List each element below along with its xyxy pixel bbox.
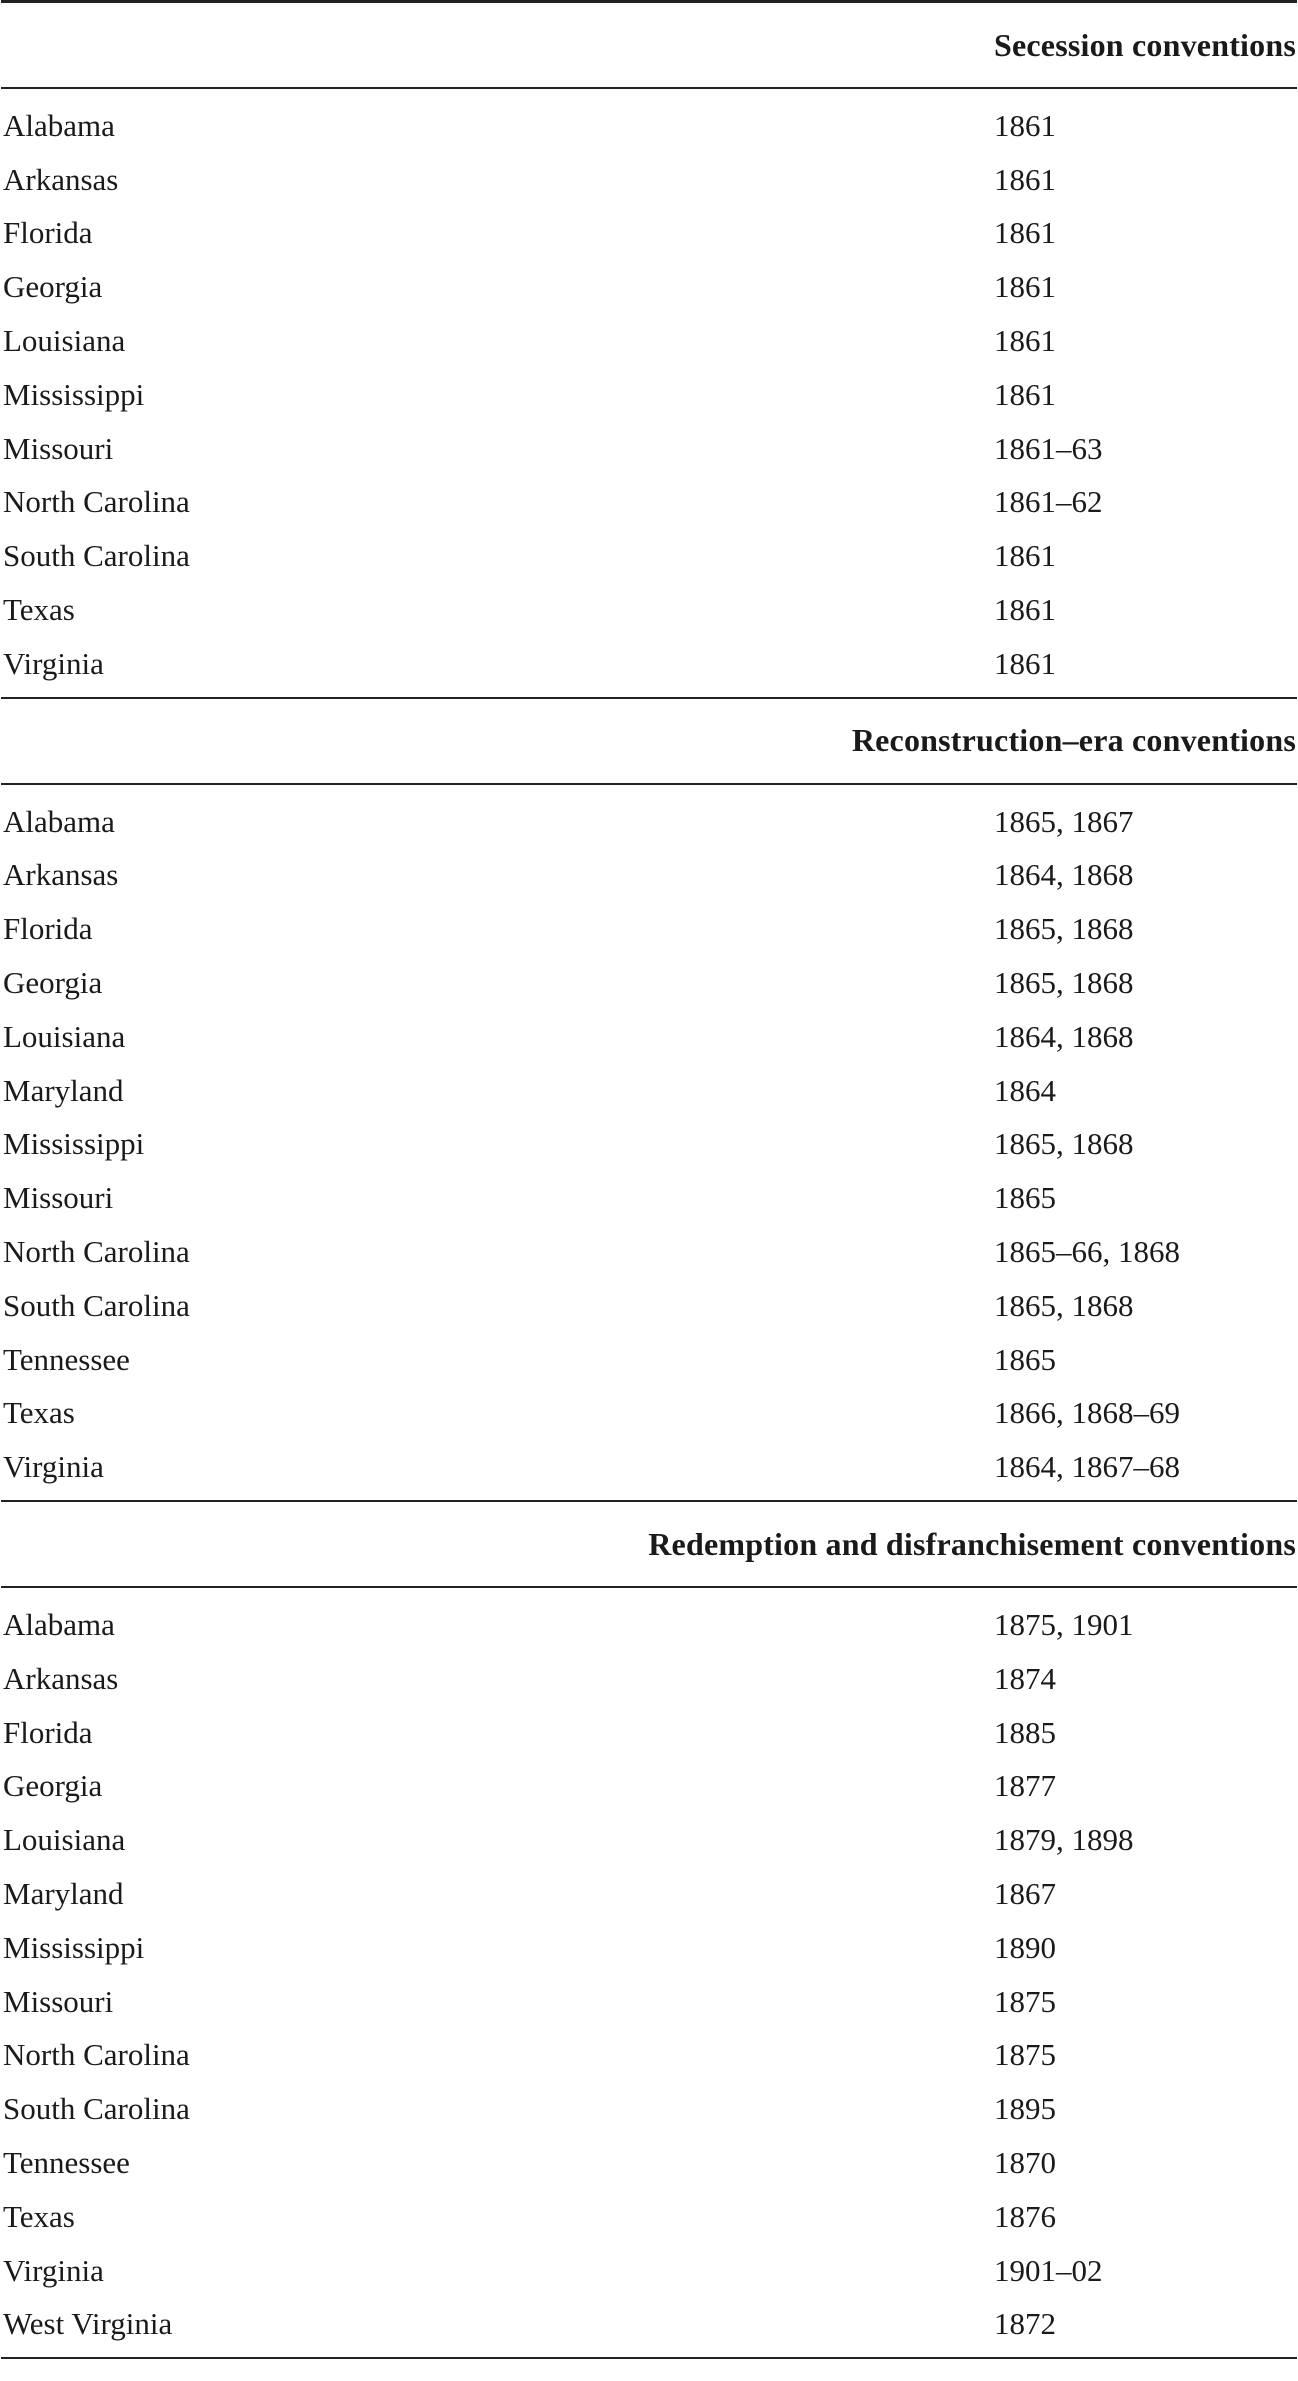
convention-years: 1875, 1901	[994, 1607, 1134, 1643]
convention-years: 1876	[994, 2198, 1056, 2234]
state-name: Texas	[3, 592, 75, 628]
state-name: Arkansas	[3, 161, 119, 197]
state-name: Missouri	[3, 1180, 114, 1216]
state-name: Louisiana	[3, 323, 126, 359]
section-rows	[0, 1588, 1298, 2357]
convention-years: 1867	[994, 1876, 1056, 1911]
table-row	[0, 2082, 1298, 2136]
state-name: Alabama	[3, 803, 115, 839]
state-name: Alabama	[3, 107, 115, 143]
state-name: Mississippi	[3, 1126, 145, 1162]
convention-years: 1865, 1868	[994, 965, 1134, 1001]
state-name: Missouri	[3, 430, 114, 466]
state-name: South Carolina	[3, 538, 190, 574]
convention-years: 1861	[994, 107, 1056, 143]
state-name: Mississippi	[3, 1929, 145, 1965]
section-header-row	[0, 3, 1298, 87]
convention-years: 1895	[994, 2091, 1056, 2127]
convention-years: 1865	[994, 1180, 1056, 1216]
convention-years: 1861	[994, 592, 1056, 628]
state-name: Florida	[3, 911, 93, 947]
convention-years: 1877	[994, 1768, 1056, 1804]
table-row	[0, 1225, 1298, 1279]
state-name: Missouri	[3, 1983, 114, 2019]
state-name: North Carolina	[3, 1234, 190, 1270]
table-row	[0, 368, 1298, 422]
table-row	[0, 2297, 1298, 2351]
table-row	[0, 260, 1298, 314]
convention-years: 1866, 1868–69	[994, 1395, 1180, 1431]
table-row	[0, 2244, 1298, 2298]
table-row	[0, 1118, 1298, 1172]
convention-years: 1864	[994, 1072, 1056, 1108]
convention-years: 1890	[994, 1929, 1056, 1965]
convention-years: 1885	[994, 1714, 1056, 1750]
table-row	[0, 1652, 1298, 1706]
state-name: Virginia	[3, 1449, 104, 1485]
state-name: Georgia	[3, 965, 103, 1001]
table-row	[0, 1706, 1298, 1760]
state-name: Florida	[3, 1714, 93, 1750]
table-row	[0, 795, 1298, 849]
convention-years: 1864, 1868	[994, 857, 1134, 893]
table-row	[0, 583, 1298, 637]
table-row	[0, 1064, 1298, 1118]
section-rows	[0, 785, 1298, 1500]
table-row	[0, 1975, 1298, 2029]
convention-years: 1875	[994, 2037, 1056, 2073]
table-row	[0, 902, 1298, 956]
state-name: Texas	[3, 2198, 75, 2234]
section-rows	[0, 89, 1298, 697]
table-row	[0, 2029, 1298, 2083]
table-row	[0, 1813, 1298, 1867]
table-bottom-rule	[1, 2357, 1297, 2359]
section-header-row	[0, 1502, 1298, 1586]
table-row	[0, 476, 1298, 530]
convention-years: 1861	[994, 376, 1056, 412]
table-row	[0, 637, 1298, 691]
state-name: Texas	[3, 1395, 75, 1431]
state-name: West Virginia	[3, 2306, 173, 2342]
table-row	[0, 207, 1298, 261]
convention-years: 1864, 1867–68	[994, 1449, 1180, 1485]
convention-years: 1901–02	[994, 2252, 1103, 2288]
table-row	[0, 1867, 1298, 1921]
convention-years: 1861	[994, 269, 1056, 305]
state-name: North Carolina	[3, 484, 190, 520]
section-reconstruction	[0, 699, 1298, 1502]
convention-years: 1861	[994, 215, 1056, 251]
table-row	[0, 1598, 1298, 1652]
convention-years: 1865	[994, 1341, 1056, 1377]
section-header-row	[0, 699, 1298, 783]
table-row	[0, 2190, 1298, 2244]
table-row	[0, 1333, 1298, 1387]
state-name: Georgia	[3, 269, 103, 305]
convention-years: 1861	[994, 645, 1056, 681]
convention-years: 1861	[994, 323, 1056, 359]
table-row	[0, 1921, 1298, 1975]
state-name: Arkansas	[3, 1660, 119, 1696]
convention-years: 1861	[994, 161, 1056, 197]
convention-years: 1875	[994, 1983, 1056, 2019]
table-row	[0, 2136, 1298, 2190]
state-name: Virginia	[3, 2252, 104, 2288]
state-name: South Carolina	[3, 2091, 190, 2127]
convention-years: 1861–63	[994, 430, 1103, 466]
state-name: Mississippi	[3, 376, 145, 412]
convention-years: 1864, 1868	[994, 1018, 1134, 1054]
table-row	[0, 1279, 1298, 1333]
state-name: Florida	[3, 215, 93, 251]
convention-years: 1865, 1868	[994, 1287, 1134, 1323]
convention-years: 1872	[994, 2306, 1056, 2342]
state-name: Arkansas	[3, 857, 119, 893]
state-name: Louisiana	[3, 1018, 126, 1054]
table-row	[0, 956, 1298, 1010]
table-row	[0, 1010, 1298, 1064]
table-row	[0, 1387, 1298, 1441]
table-row	[0, 1760, 1298, 1814]
state-name: Tennessee	[3, 2144, 130, 2180]
state-name: Georgia	[3, 1768, 103, 1804]
state-name: Maryland	[3, 1876, 124, 1911]
state-name: North Carolina	[3, 2037, 190, 2073]
table-row	[0, 1440, 1298, 1494]
convention-years: 1865, 1868	[994, 911, 1134, 947]
convention-years: 1865, 1867	[994, 803, 1134, 839]
section-header: Redemption and disfranchisement conventions	[648, 1525, 1296, 1562]
table-row	[0, 849, 1298, 903]
section-redemption	[0, 1502, 1298, 2359]
convention-years: 1865–66, 1868	[994, 1234, 1180, 1270]
table-row	[0, 153, 1298, 207]
convention-years: 1874	[994, 1660, 1056, 1696]
state-name: Virginia	[3, 645, 104, 681]
section-header: Reconstruction–era conventions	[851, 722, 1296, 759]
state-name: Louisiana	[3, 1822, 126, 1858]
table-row	[0, 422, 1298, 476]
state-name: Maryland	[3, 1072, 124, 1108]
state-name: Tennessee	[3, 1341, 130, 1377]
section-secession	[0, 3, 1298, 699]
convention-years: 1870	[994, 2144, 1056, 2180]
table-row	[0, 314, 1298, 368]
convention-years: 1879, 1898	[994, 1822, 1134, 1858]
table-row	[0, 529, 1298, 583]
state-name: South Carolina	[3, 1287, 190, 1323]
convention-years: 1861–62	[994, 484, 1103, 520]
convention-years: 1861	[994, 538, 1056, 574]
table-row	[0, 99, 1298, 153]
state-name: Alabama	[3, 1607, 115, 1643]
table-row	[0, 1171, 1298, 1225]
convention-years: 1865, 1868	[994, 1126, 1134, 1162]
section-header: Secession conventions	[994, 26, 1296, 63]
